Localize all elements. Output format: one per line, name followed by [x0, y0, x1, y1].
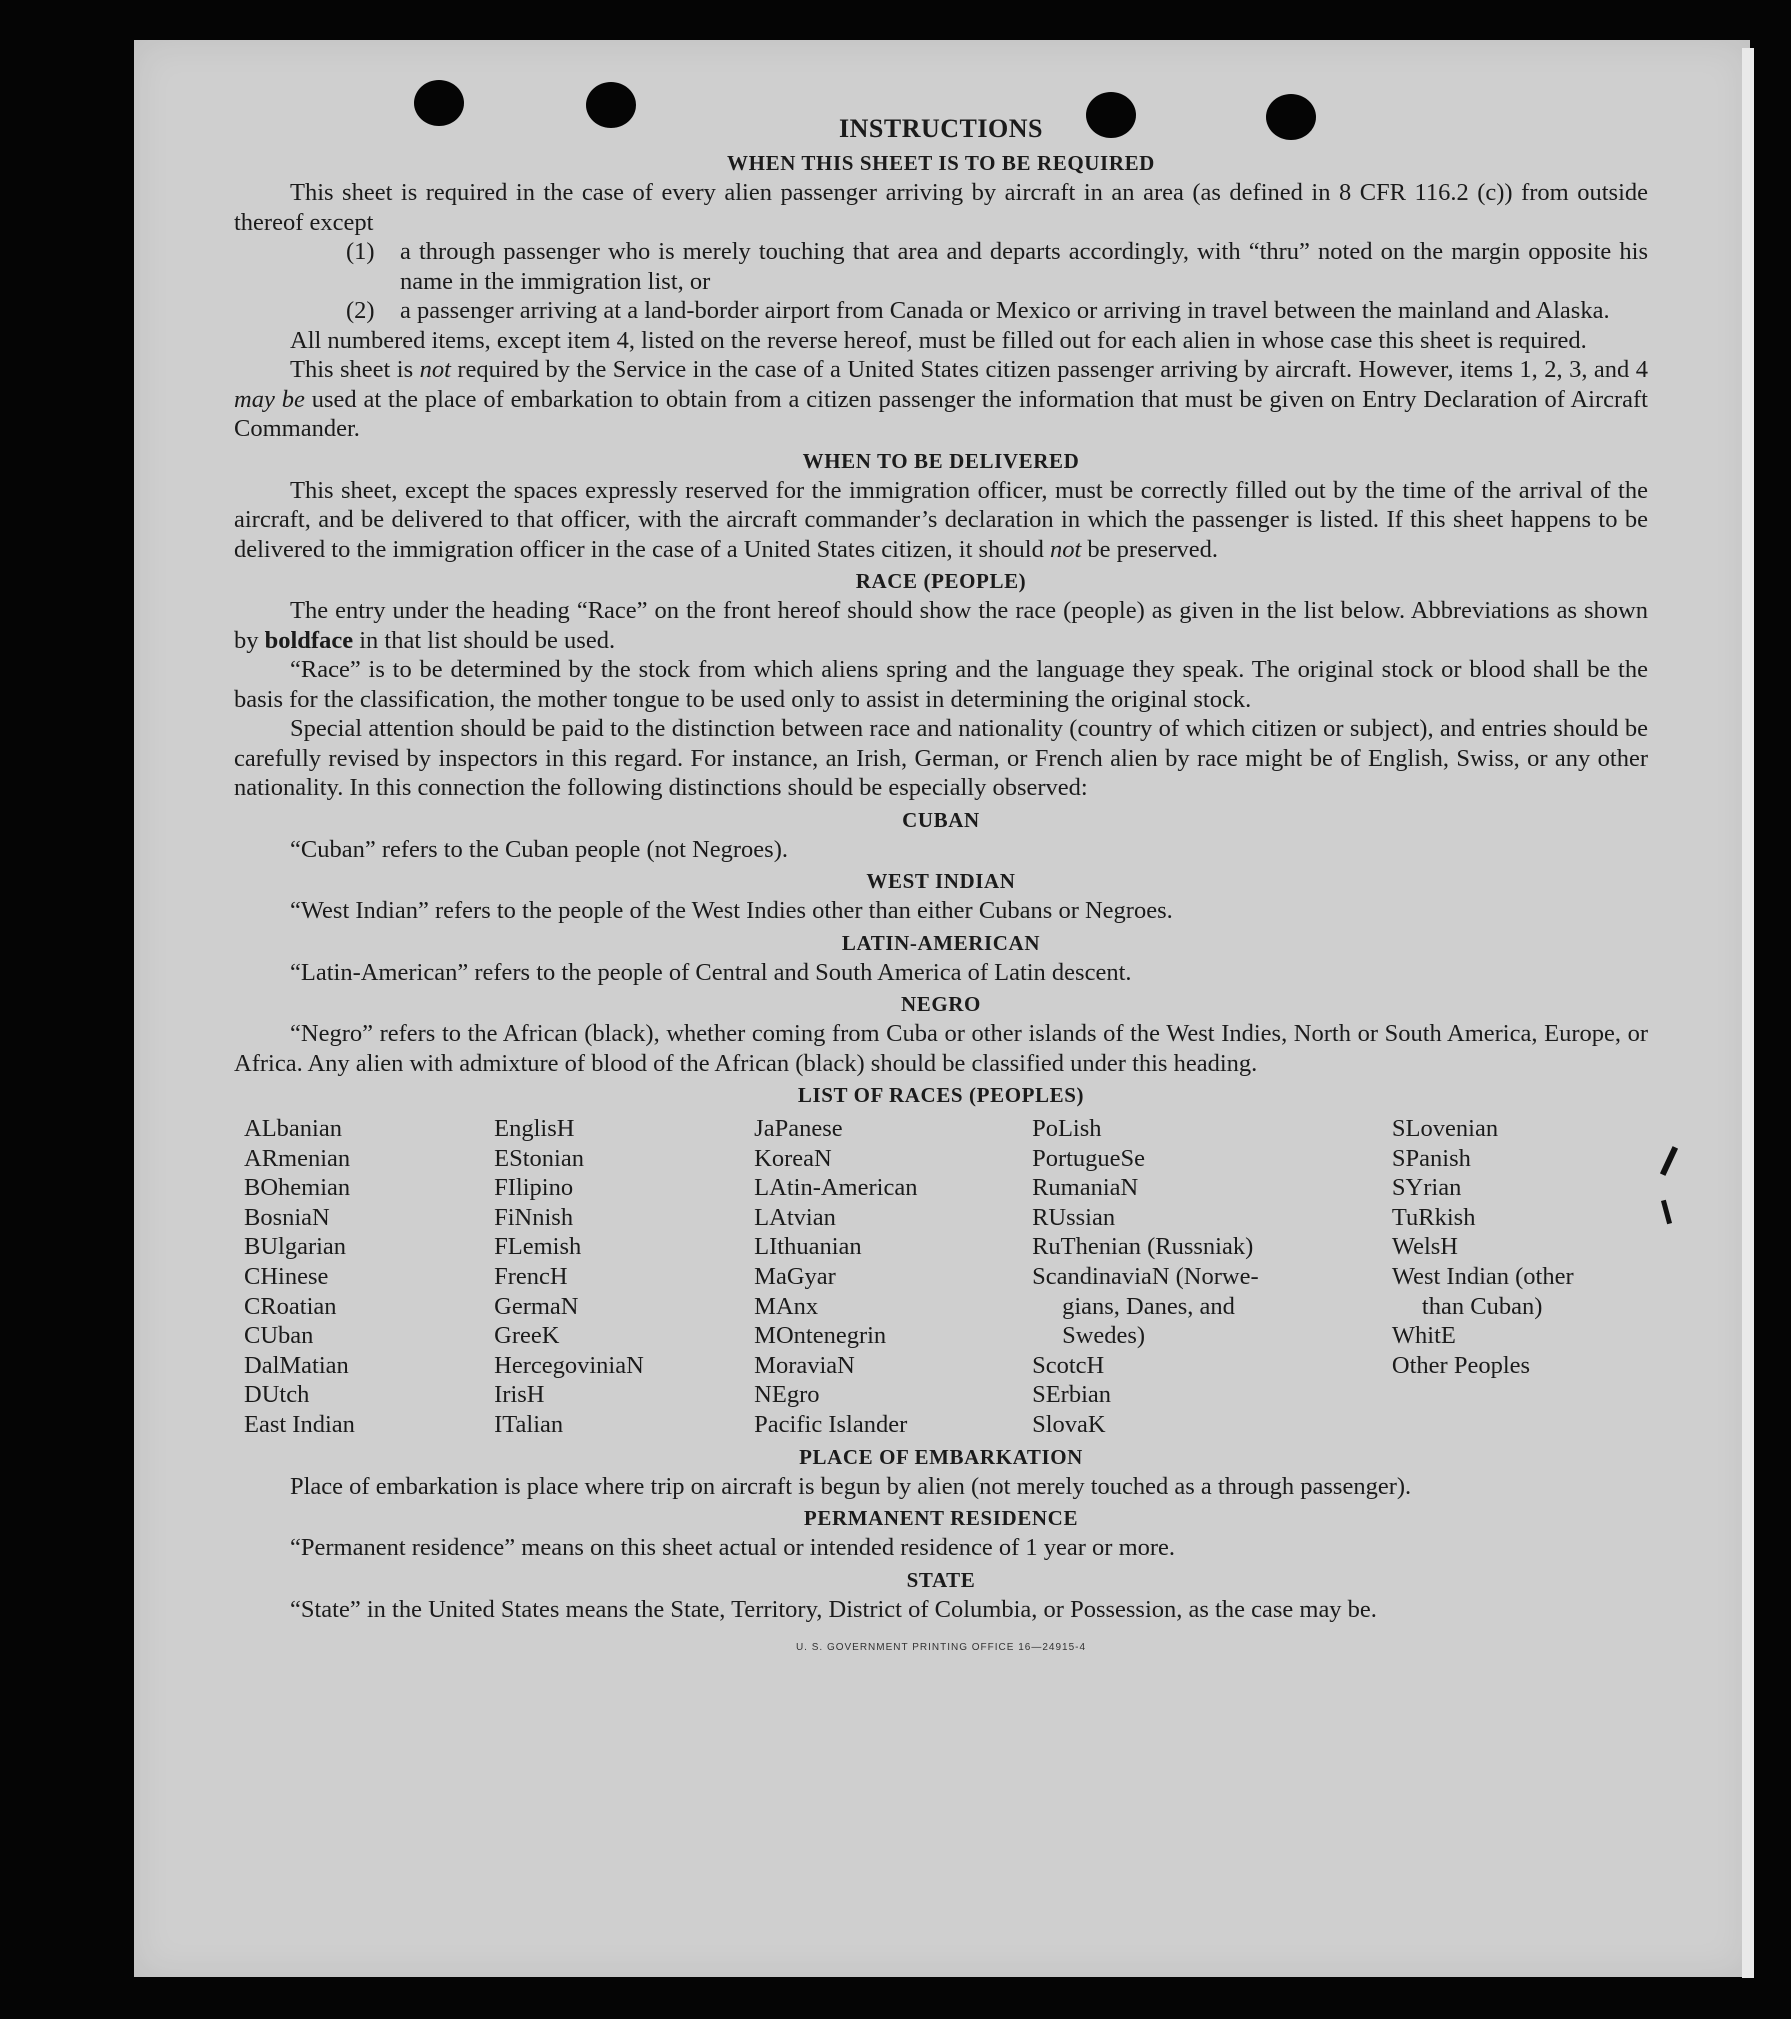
race-entry: DalMatian: [244, 1351, 349, 1379]
race-entry: DUtch: [244, 1381, 310, 1409]
race-entry: East Indian: [244, 1410, 355, 1438]
item-text: a through passenger who is merely touching that area and departs accordingly, with “thru” noted on the margin opposite his name in the immigration list, or: [400, 238, 1648, 295]
race-entry: MoraviaN: [754, 1351, 855, 1379]
heading-embarkation: PLACE OF EMBARKATION: [799, 1444, 1083, 1469]
text-run: This sheet is: [290, 356, 420, 383]
required-intro: This sheet is required in the case of every alien passenger arriving by aircraft in an area (as defined in 8 CFR 116.2 (c)) from outside thereof except: [234, 179, 1648, 236]
sheet-edge: [1742, 48, 1754, 1978]
race-entry: NEgro: [754, 1381, 820, 1409]
heading-latin-american: LATIN-AMERICAN: [841, 930, 1041, 955]
text-run: used at the place of embarkation to obtain from a citizen passenger the information that must be given on Entry Declaration of Aircraft Commander.: [234, 385, 1648, 442]
race-entry: PortugueSe: [1032, 1144, 1146, 1172]
race-paragraph-3: Special attention should be paid to the distinction between race and nationality (country of which citizen or subject), and entries should be carefully revised by inspectors in this regard. For instance, an Irish, German, or French alien by race might be of English, Swiss, or any other nationality. In this connection the following distinctions should be especially observed:: [234, 715, 1648, 801]
race-entry: CRoatian: [244, 1292, 337, 1320]
race-entry: FLemish: [494, 1233, 582, 1261]
exception-item-2: [346, 296, 1648, 326]
item-number: (1): [346, 238, 375, 265]
emphasis: not: [419, 356, 451, 383]
race-entry: HercegoviniaN: [494, 1351, 644, 1379]
item-number: (2): [346, 297, 375, 324]
race-paragraph-1: [234, 596, 1648, 655]
negro-text: “Negro” refers to the African (black), whether coming from Cuba or other islands of the West Indies, North or South America, Europe, or Africa. Any alien with admixture of blood of the African (black) should be classified under this heading.: [234, 1020, 1648, 1077]
races-column-1: [244, 1114, 494, 1440]
races-column-2: [494, 1114, 754, 1440]
heading-negro: NEGRO: [900, 992, 981, 1016]
text-run: The entry under the heading “Race” on the front hereof should show the race (people) as given in the list below. Abbreviations as shown by: [234, 597, 1648, 654]
list-of-races: [244, 1114, 1648, 1440]
race-entry: RumaniaN: [1032, 1174, 1139, 1202]
text-run: in that list should be used.: [353, 626, 616, 654]
west-indian-text: “West Indian” refers to the people of the West Indies other than either Cubans or Negroes.: [290, 897, 1173, 924]
races-column-5: [1392, 1114, 1648, 1440]
bold-term: boldface: [264, 626, 354, 654]
heading-west-indian: WEST INDIAN: [866, 869, 1016, 893]
race-entry: GreeK: [494, 1322, 560, 1350]
race-entry: ALbanian: [244, 1115, 342, 1142]
text-run: required by the Service in the case of a United States citizen passenger arriving by aircraft. However, items 1, 2, 3, and 4: [450, 356, 1648, 383]
race-entry: Pacific Islander: [754, 1410, 908, 1438]
margin-mark: [1660, 1146, 1678, 1176]
race-entry: PoLish: [1032, 1115, 1102, 1142]
race-entry: SYrian: [1391, 1174, 1462, 1202]
exception-item-1: [346, 237, 1648, 296]
heading-residence: PERMANENT RESIDENCE: [803, 1506, 1079, 1531]
race-entry: TuRkish: [1391, 1203, 1476, 1231]
cuban-text: “Cuban” refers to the Cuban people (not Negroes).: [290, 835, 788, 863]
printing-office-footer: U. S. GOVERNMENT PRINTING OFFICE 16—24915-4: [795, 1642, 1087, 1654]
race-entry: than Cuban): [1421, 1292, 1543, 1320]
race-entry: LAtin-American: [754, 1174, 918, 1202]
race-entry: CUban: [244, 1322, 314, 1350]
heading-state: STATE: [906, 1567, 976, 1592]
item-text: a passenger arriving at a land-border airport from Canada or Mexico or arriving in travel between the mainland and Alaska.: [400, 297, 1610, 324]
race-entry: West Indian (other: [1391, 1262, 1574, 1290]
race-entry: LAtvian: [754, 1203, 836, 1231]
race-entry: ScandinaviaN (Norwe-: [1032, 1262, 1259, 1290]
emphasis: not: [1049, 535, 1082, 563]
race-entry: Swedes): [1062, 1322, 1146, 1350]
heading-list-of-races: LIST OF RACES (PEOPLES): [797, 1083, 1085, 1107]
races-column-3: [754, 1114, 1032, 1440]
heading-required: WHEN THIS SHEET IS TO BE REQUIRED: [727, 151, 1155, 175]
race-entry: Other Peoples: [1391, 1351, 1531, 1379]
race-entry: BOhemian: [244, 1174, 351, 1202]
race-entry: KoreaN: [754, 1144, 832, 1172]
delivered-paragraph: [234, 476, 1648, 565]
race-entry: MAnx: [754, 1292, 819, 1320]
instructions-content: [234, 114, 1648, 1653]
emphasis: may be: [234, 385, 305, 413]
margin-mark: [1661, 1200, 1672, 1224]
race-entry: JaPanese: [754, 1115, 843, 1142]
text-run: This sheet, except the spaces expressly reserved for the immigration officer, must be correctly filled out by the time of the arrival of the aircraft, and be delivered to that officer, with the aircraft commander’s declaration in which the passenger is listed. If this sheet happens to be delivered to the immigration officer in the case of a United States citizen, it should: [234, 476, 1648, 563]
race-entry: RUssian: [1032, 1203, 1116, 1231]
embarkation-text: Place of embarkation is place where trip on aircraft is begun by alien (not merely touched as a through passenger).: [290, 1472, 1412, 1500]
required-paragraph-2: All numbered items, except item 4, listed on the reverse hereof, must be filled out for each alien in whose case this sheet is required.: [290, 326, 1587, 354]
race-entry: FIlipino: [494, 1174, 574, 1202]
race-paragraph-2: “Race” is to be determined by the stock from which aliens spring and the language they speak. The original stock or blood shall be the basis for the classification, the mother tongue to be used only to assist in determining the original stock.: [234, 656, 1648, 713]
text-run: be preserved.: [1081, 535, 1219, 563]
race-entry: EnglisH: [494, 1115, 575, 1142]
residence-text: “Permanent residence” means on this sheet actual or intended residence of 1 year or more.: [290, 1534, 1176, 1562]
race-entry: SlovaK: [1032, 1410, 1106, 1438]
race-entry: GermaN: [494, 1292, 579, 1320]
page-title: INSTRUCTIONS: [839, 114, 1043, 143]
race-entry: EStonian: [494, 1144, 584, 1172]
race-entry: ITalian: [494, 1410, 564, 1438]
race-entry: BosniaN: [244, 1203, 330, 1231]
race-entry: RuThenian (Russniak): [1032, 1233, 1254, 1261]
race-entry: ARmenian: [244, 1144, 351, 1172]
race-entry: MOntenegrin: [754, 1322, 887, 1350]
race-entry: CHinese: [244, 1262, 329, 1290]
race-entry: WhitE: [1391, 1322, 1456, 1350]
heading-cuban: CUBAN: [902, 807, 980, 832]
required-paragraph-3: [234, 355, 1648, 444]
race-entry: ScotcH: [1032, 1351, 1105, 1379]
latin-american-text: “Latin-American” refers to the people of Central and South America of Latin descent.: [290, 958, 1132, 986]
race-entry: BUlgarian: [244, 1233, 347, 1261]
race-entry: FiNnish: [494, 1203, 574, 1231]
race-entry: gians, Danes, and: [1062, 1292, 1235, 1320]
document-sheet: [134, 40, 1750, 1977]
race-entry: WelsH: [1391, 1233, 1458, 1261]
race-entry: LIthuanian: [754, 1233, 862, 1261]
race-entry: FrencH: [494, 1262, 568, 1290]
race-entry: MaGyar: [754, 1262, 836, 1290]
race-entry: SPanish: [1391, 1144, 1471, 1172]
race-entry: SErbian: [1032, 1381, 1112, 1409]
state-text: “State” in the United States means the State, Territory, District of Columbia, or Possession, as the case may be.: [290, 1595, 1377, 1623]
heading-race: RACE (PEOPLE): [855, 569, 1027, 593]
heading-delivered: WHEN TO BE DELIVERED: [802, 448, 1080, 473]
race-entry: SLovenian: [1391, 1115, 1499, 1142]
races-column-4: [1032, 1114, 1320, 1440]
race-entry: IrisH: [494, 1381, 545, 1409]
